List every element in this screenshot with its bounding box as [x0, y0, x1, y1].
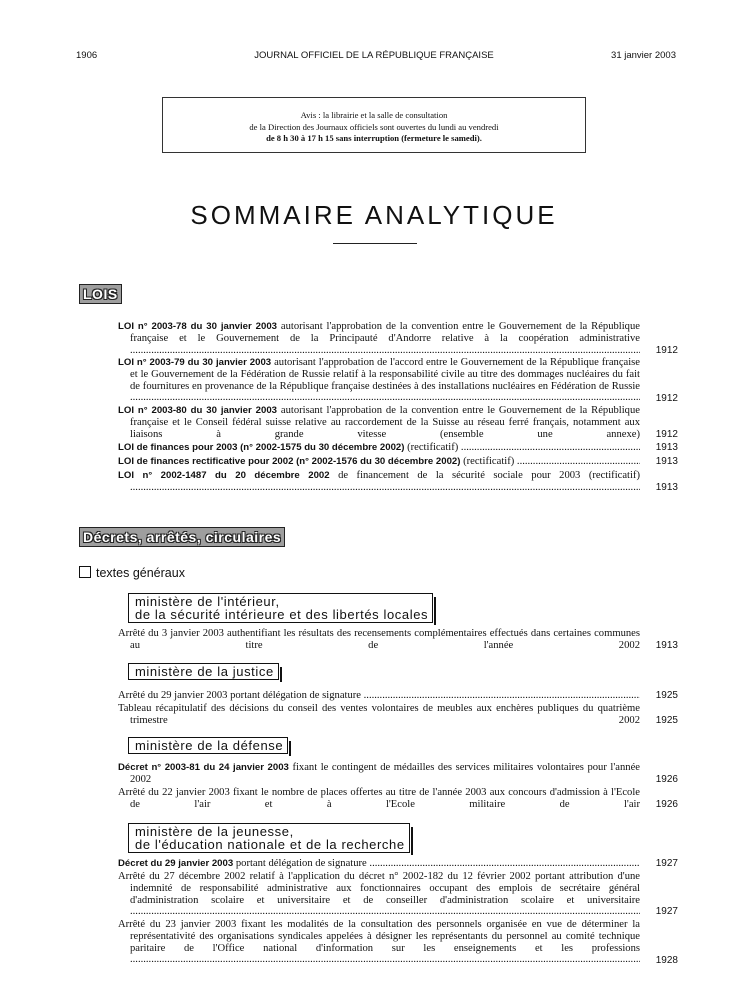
entry-text: Arrêté du 23 janvier 2003 fixant les modalités de la consultation des personnels organisée en vue de déterminer la représentativité des organisations syndicales appelées à désigner les représentants du personnel au comité technique paritaire de l'Office national d'information sur les enseignements et les professions .....: [118, 919, 640, 965]
entry-page: 1925: [655, 690, 678, 702]
ministry-interieur: [128, 593, 433, 623]
entry-defense-2[interactable]: [118, 787, 678, 811]
entry-page: 1912: [655, 345, 678, 357]
ministry-line-2: de la sécurité intérieure et des libertés locales: [135, 607, 429, 622]
ministry-line-2: de l'éducation nationale et de la recherche: [135, 837, 405, 852]
section-title: textes généraux: [96, 566, 185, 580]
entry-lead: Décret n° 2003-81 du 24 janvier 2003: [118, 762, 289, 773]
entry-text: Arrêté du 27 décembre 2002 relatif à l'application du décret n° 2002-182 du 12 février 2002 portant attribution d'une indemnité de responsabilité administrative aux fonctionnaires occupant des emplois de secrétaire général d'administration scolaire et universitaire et de conseiller d'administration scolaire et universitaire .....: [118, 871, 640, 917]
entry-text: autorisant l'approbation de la convention entre le Gouvernement de la République française et le Conseil fédéral suisse relative au raccordement de la Suisse au réseau ferré français, notamment aux liaisons à grande vitesse (ensemble une annexe) .....: [130, 405, 640, 441]
loi-entry-3[interactable]: [118, 405, 678, 441]
entry-page: 1913: [655, 442, 678, 454]
entry-lead: LOI n° 2003-78 du 30 janvier 2003: [118, 321, 277, 332]
decrets-band: Décrets, arrêtés, circulaires: [79, 527, 285, 547]
loi-entry-4[interactable]: [118, 442, 678, 454]
entry-jeunesse-3[interactable]: [118, 919, 678, 967]
entry-text: de financement de la sécurité sociale pour 2003 (rectificatif) .....: [130, 470, 640, 493]
notice-line-3: de 8 h 30 à 17 h 15 sans interruption (fermeture le samedi).: [266, 133, 482, 143]
entry-page: 1926: [655, 774, 678, 786]
entry-text: (rectificatif) .....: [404, 442, 640, 453]
entry-lead: LOI de finances pour 2003 (n° 2002-1575 du 30 décembre 2002): [118, 442, 405, 453]
loi-entry-1[interactable]: [118, 321, 678, 357]
entry-lead: LOI n° 2002-1487 du 20 décembre 2002: [118, 470, 330, 481]
title-rule: [333, 243, 417, 244]
notice-line-2: de la Direction des Journaux officiels sont ouvertes du lundi au vendredi: [249, 121, 499, 132]
entry-lead: LOI n° 2003-80 du 30 janvier 2003: [118, 405, 277, 416]
entry-page: 1913: [655, 640, 678, 652]
entry-page: 1925: [655, 715, 678, 727]
entry-text: Arrêté du 3 janvier 2003 authentifiant les résultats des recensements complémentaires effectués dans certaines communes au titre de l'année 2002 .....: [118, 628, 640, 652]
entry-interieur-1[interactable]: [118, 628, 678, 652]
loi-entry-2[interactable]: [118, 357, 678, 405]
entry-justice-1[interactable]: [118, 690, 678, 702]
entry-page: 1928: [655, 955, 678, 967]
entry-lead: LOI n° 2003-79 du 30 janvier 2003: [118, 357, 272, 368]
entry-page: 1927: [655, 906, 678, 918]
entry-lead: Décret du 29 janvier 2003: [118, 858, 234, 869]
ministry-line-1: ministère de la justice: [135, 664, 274, 679]
entry-jeunesse-2[interactable]: [118, 871, 678, 918]
section-textes-generaux: [79, 566, 185, 580]
opening-hours-notice: [162, 97, 586, 153]
loi-entry-6[interactable]: [118, 470, 678, 494]
issue-date: 31 janvier 2003: [611, 50, 676, 61]
loi-entry-5[interactable]: [118, 456, 678, 468]
ministry-line-1: ministère de la défense: [135, 738, 284, 753]
page-title: SOMMAIRE ANALYTIQUE: [190, 200, 558, 230]
entry-justice-2[interactable]: [118, 703, 678, 727]
ministry-justice: [128, 663, 279, 680]
ministry-defense: [128, 737, 288, 754]
entry-page: 1926: [655, 799, 678, 811]
entry-text: Arrêté du 22 janvier 2003 fixant le nombre de places offertes au titre de l'année 2003 aux concours d'admission à l'Ecole de l'air et à l'Ecole militaire de l'air .....: [118, 787, 640, 811]
entry-page: 1913: [655, 456, 678, 468]
notice-line-1: Avis : la librairie et la salle de consultation: [300, 110, 448, 120]
page-number: 1906: [76, 50, 98, 61]
ministry-jeunesse: [128, 823, 410, 853]
journal-title: JOURNAL OFFICIEL DE LA RÉPUBLIQUE FRANÇAISE: [254, 50, 494, 61]
entry-page: 1912: [655, 393, 678, 405]
entry-text: Arrêté du 29 janvier 2003 portant délégation de signature .....: [118, 690, 640, 701]
ministry-line-1: ministère de la jeunesse,: [135, 824, 294, 839]
entry-text: autorisant l'approbation de la convention entre le Gouvernement de la République française et le Gouvernement de la Principauté d'Andorre relative à la coopération administrative .....: [130, 321, 640, 356]
entry-text: Tableau récapitulatif des décisions du conseil des ventes volontaires de meubles aux enchères publiques du quatrième trimestre 2002 .....: [118, 703, 640, 727]
entry-page: 1913: [655, 482, 678, 494]
entry-jeunesse-1[interactable]: [118, 858, 678, 870]
entry-text: portant délégation de signature .....: [233, 858, 640, 869]
entry-page: 1912: [655, 429, 678, 441]
lois-band: LOIS: [79, 284, 122, 304]
entry-text: fixant le contingent de médailles des services militaires volontaires pour l'année 2002 .....: [130, 762, 640, 786]
entry-page: 1927: [655, 858, 678, 870]
ministry-line-1: ministère de l'intérieur,: [135, 594, 280, 609]
entry-defense-1[interactable]: [118, 762, 678, 786]
checkbox-square-icon: [79, 566, 91, 578]
entry-text: (rectificatif) .....: [460, 456, 640, 467]
entry-lead: LOI de finances rectificative pour 2002 (n° 2002-1576 du 30 décembre 2002): [118, 456, 461, 467]
entry-text: autorisant l'approbation de l'accord entre le Gouvernement de la République française et le Gouvernement de la Fédération de Russie relatif à la responsabilité civile au titre des dommages nucléaires du fait de fournitures en provenance de la République française destinées à des installations nucléaires en Fédération de Russie .....: [130, 357, 640, 403]
